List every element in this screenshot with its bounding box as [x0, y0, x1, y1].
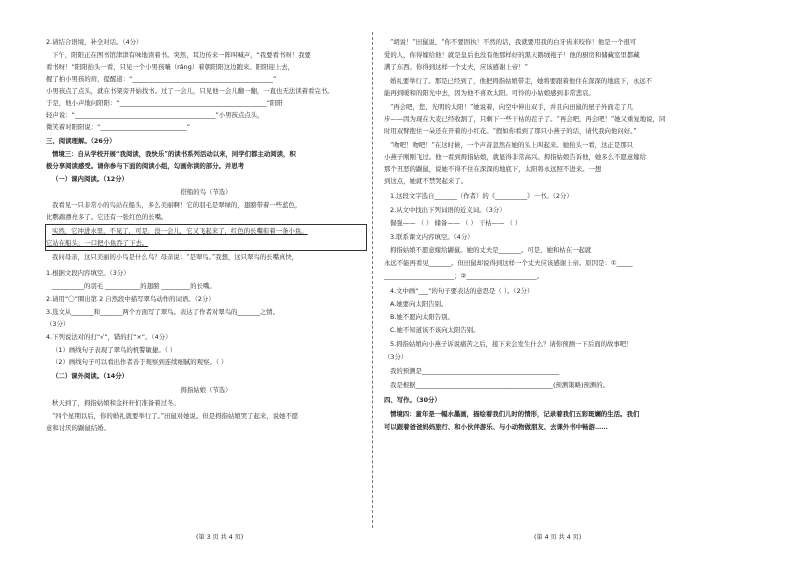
- story-line: 婚礼要举行了。那是已经到了，他把拇指姑娘带走，她将要跟着他住在深深的地底下，永远不: [390, 77, 653, 85]
- passage-1-underlined-line: 它站在船头，一口把小鱼吞了下去。: [46, 239, 149, 247]
- passage-2-line: 意和讨厌的鼹鼠结婚。: [46, 424, 110, 432]
- passage-2-line: “四个星期以后，你的婚礼就要举行了。”田鼠对她说。但是拇指姑娘哭了起来，说她不愿: [52, 412, 299, 420]
- story-line: 时用双臂抱住一朵还在开着的小红花。“假如你看到了那只小燕子的话，请代我向他问好。”: [384, 127, 637, 135]
- passage-1-title: 搭船的鸟（节选）: [180, 188, 232, 196]
- passage-1-line: 我问母亲，这只美丽的小鸟是什么鸟？母亲说：“是翠鸟。”我想，这只翠鸟的长嘴真快，: [52, 253, 299, 261]
- story-line: “再会吧，您，光明的太阳！”她说着，向空中伸出双手，并且向田鼠的屋子外面走了几: [390, 103, 633, 111]
- q2-3: 3.联系课文内容填空。（4分）: [390, 233, 474, 241]
- q1-4-option: （2）画线句子可以看出作者善于观察到连续细腻的观察。（ ）: [52, 358, 228, 366]
- exam-spread: [46, 36, 748, 541]
- story-line: 小燕子刚刚飞过。他一看到拇指姑娘，就显得非常高兴。拇指姑娘告诉他，她多么不愿意嫁给: [384, 153, 647, 161]
- story-line: 爱的人，你得嫁给他！就是皇后也没有他那样好的黑天鹅绒袍子！他的厨房和储藏室里都藏: [384, 51, 640, 59]
- passage-2-title: 拇指姑娘（节选）: [180, 386, 232, 394]
- q2-story-line: 下午，阳阳正在图书馆津津有味地读着书。突然，耳边传来一阵叫喊声，“我要看书呀！我要: [52, 51, 311, 59]
- q2-5-answer: 我是根据___________________________________________(预测策略)预测的。: [390, 381, 610, 389]
- q2-story-line: 握了拍小男孩的肩，提醒道：“____________________________________________”: [46, 75, 277, 83]
- passage-1-underlined-line: 实然，它冲进水里，不见了，可是，没一会儿，它又飞起来了，红色的长嘴衔着一条小鱼。: [52, 227, 308, 235]
- q2-4-option: B.她不愿向太阳告别。: [390, 313, 454, 321]
- q2-3-line: ______________________；②______________________。: [384, 272, 544, 280]
- passage-2-line: 秋天到了，拇指姑娘和金秆秆们准备着过冬。: [52, 399, 180, 407]
- passage-1-line: 比鹦鹉漂亮多了。它还有一张红色的长嘴。: [46, 213, 168, 221]
- story-line: 能再到暖和的阳光中去，因为他不喜欢太阳。可怜的小姑娘感到非常悲哀。: [384, 89, 595, 97]
- q1-1-title: 1.根据文段内容填空。（3分）: [46, 269, 130, 277]
- story-line: 满了东西。你得到这样一个丈夫，应该感谢上帝！”: [384, 63, 528, 71]
- passage-1-line: 我看见一只非常小的鸟站在船头，多么美丽啊！它的羽毛是翠绿的，翅膀带着一些蓝色，: [52, 201, 302, 209]
- q2-5-score: （3分）: [384, 353, 408, 361]
- subsection-1-title: （一）课内阅读。（12分）: [52, 175, 128, 183]
- q2-4-option: A.她要向太阳告别。: [390, 300, 448, 308]
- story-line: “胡说！”田鼠说，“你不要固执！不然的话，我就要用我的白牙齿来咬你！他是一个很可: [390, 38, 637, 46]
- q2-title: 2.请结合语境，补全对话。（4分）: [46, 38, 143, 46]
- q1-3-title: 3.选文从_______和_______两个方面写了翠鸟。表达了作者对翠鸟的_______之情。: [46, 308, 279, 316]
- subsection-2-title: （二）课外阅读。（14分）: [52, 372, 128, 380]
- q2-story-line: 于是，他小声地问阳阳：“______________________________________________”阳阳: [46, 99, 283, 107]
- q2-5: 5.拇指姑娘向小燕子诉说痛苦之后，接下来会发生什么？请你预测一下后面的故事吧！: [390, 340, 633, 348]
- q2-2: 2.从文中找出下列词语的近义词。（3分）: [390, 206, 506, 214]
- page-number-left: (第 3 页 共 4 页): [196, 534, 244, 541]
- story-line: 到这点，她就不禁哭起来了。: [384, 177, 468, 185]
- q2-1: 1.这段文字选自_______（作者）的《__________》一书。（2分）: [390, 192, 573, 200]
- context-3-line: 极分享阅读感受。请你参与下面的阅读小组，勾画你读的部分。并思考: [46, 162, 245, 170]
- story-line: 步——因为现在大麦已经收割了，只剩下一些干枯的茬子了。“再会吧，再会吧！”她又重复地说，同: [384, 115, 666, 123]
- q2-3-line: 永远不能再看见_______。但田鼠却说得到这样一个丈夫应该感谢上帝。原因是：①_____: [384, 259, 633, 267]
- q1-2-title: 2.请用“〇”圈出第 2 自然段中描写翠鸟动作的词语。（2分）: [46, 295, 215, 303]
- section-4-title: 四、写作。（30分）: [384, 396, 441, 404]
- q1-4-option: （1）画线句子表现了翠鸟的机警敏捷。（ ）: [52, 346, 177, 354]
- q2-story-line: 小男孩点了点头，就在书架旁开始找书。过了一会儿，只见他一会儿翻一翻，一直也无法读着看完书。: [46, 87, 334, 95]
- context-4-line: 情境四：童年是一幅水墨画，描绘着我们儿时的情形，记录着我们五彩斑斓的生活。我们: [390, 410, 640, 418]
- story-line: “吻吧！吻吧！”在这时候，一个声音忽然在她的头上叫起来。她抬头一看，这正是那只: [390, 141, 633, 149]
- q1-3-score: （3分）: [46, 320, 70, 328]
- q1-4-title: 4.下列说法对的打“√”，错的打“×”。（4分）: [46, 333, 172, 341]
- column-divider: [372, 32, 373, 528]
- page-number-right: (第 4 页 共 4 页): [534, 534, 582, 541]
- q1-1-blanks: __________的羽毛 ___________的翅膀 _________的长嘴。: [52, 282, 216, 290]
- q2-4: 4.文中画“___”的句子要表达的意思是（ ）。（2分）: [390, 287, 534, 295]
- q2-4-option: C.她不知道该不该向太阳告别。: [390, 326, 480, 334]
- section-3-title: 三、阅读理解。（26分）: [46, 137, 116, 145]
- q2-story-line: 轻声说：“____________________________________________”小男孩点点头，: [46, 111, 264, 119]
- q2-story-line: 微笑着对阳阳说：“___________________________”: [46, 123, 191, 131]
- q2-5-answer: 我的预测是___________________________________________: [390, 367, 560, 375]
- q2-3-line: 拇指姑娘不愿意嫁给鼹鼠。她的丈夫是_______。可是，她和枯在一起就: [390, 246, 592, 254]
- context-4-line: 可以跟着爸爸妈妈旅行、和小伙伴游乐、与小动物做朋友、去课外书中畅游……: [384, 423, 608, 431]
- q2-2-words: 倔强—— （ ） 储备—— （ ） 干枯—— （ ）: [390, 219, 522, 227]
- story-line: 那个丑恶的鼹鼠，说她不得不住在深深的地底下，太阳将永远照不进来。一想: [384, 165, 602, 173]
- q2-story-line: 看书呀！”阳阳抬头一看，只见一个小男孩嚷（rǎng）着朝阳阳这边跑来。阳阳迎上去，: [46, 63, 295, 71]
- context-3-line: 情境三：自从学校开展“我阅读，我快乐”的读书系列活动以来，同学们都主动阅读，积: [52, 150, 296, 158]
